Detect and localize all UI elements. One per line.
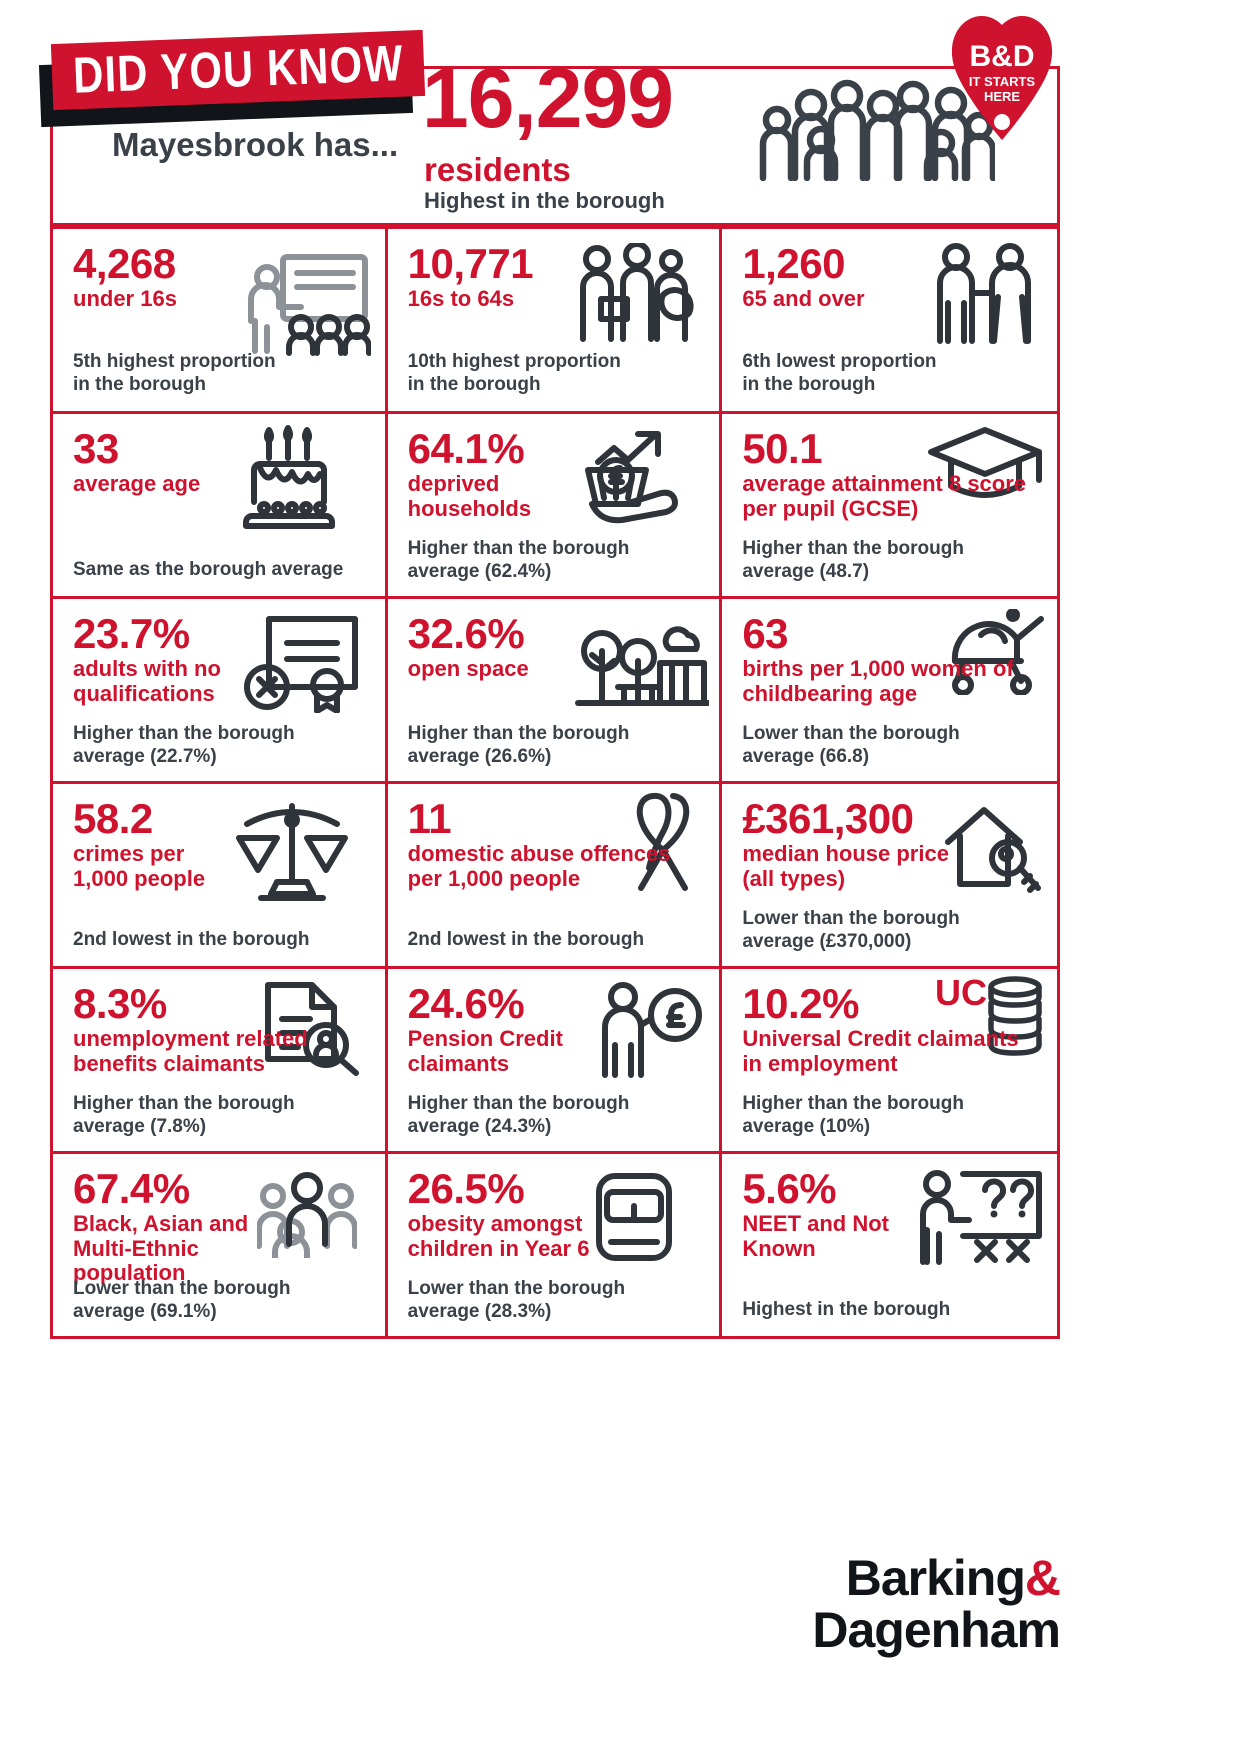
stat-note-line-1: Lower than the borough [742,723,960,745]
stat-card-open-space [388,596,723,781]
stat-note-line-2: average (66.8) [742,746,870,768]
stat-note [73,1278,290,1324]
stat-value: 26.5% [407,1165,525,1212]
stat-note-line-2: average (£370,000) [742,931,912,953]
headline-label: residents [424,151,571,188]
stat-card-births [722,596,1057,781]
stat-note-line-2: average (48.7) [742,561,870,583]
stat-label: Pension Credit claimants [407,1026,563,1076]
stat-note-line-1: Same as the borough average [73,559,344,581]
stat-note-line-2: in the borough [407,374,541,396]
stat-note [742,1299,950,1322]
stat-card-unemployment [53,966,388,1151]
stat-note-line-2: average (26.6%) [407,746,552,768]
stat-card-ethnicity [53,1151,388,1336]
stat-note [742,538,964,584]
stat-note-line-2: in the borough [742,374,876,396]
stat-value: 1,260 [742,240,845,287]
stat-note-line-1: Higher than the borough [407,723,630,745]
stat-note-line-1: Higher than the borough [73,1093,295,1115]
stat-card-domestic-abuse [388,781,723,966]
stat-note [742,1093,964,1139]
stat-note [408,723,630,769]
footer-logo-barking: Barking [845,1550,1025,1606]
stat-value: 5.6% [742,1165,837,1212]
stat-note-line-2: average (28.3%) [407,1301,552,1323]
stat-note-line-1: 2nd lowest in the borough [407,929,645,951]
stat-label: obesity amongst children in Year 6 [407,1211,590,1261]
stat-value: 10,771 [407,240,534,287]
stat-note-line-2: average (24.3%) [407,1116,552,1138]
stat-label: 16s to 64s [407,286,515,311]
stat-value: 33 [73,425,119,472]
stat-value: 11 [407,795,452,842]
stat-card-65-and-over [722,226,1057,411]
stat-note [742,908,959,954]
logo-tagline-1: IT STARTS [968,74,1036,89]
stat-note-line-1: Highest in the borough [742,1299,951,1321]
stat-note-line-2: average (62.4%) [407,561,552,583]
stat-label: average age [73,471,201,496]
stat-note [73,559,343,582]
footer-logo-line-2: Dagenham [812,1602,1060,1658]
stat-note-line-1: Lower than the borough [73,1278,291,1300]
stat-note-line-1: 2nd lowest in the borough [73,929,310,951]
stat-note [73,351,276,397]
statistics-grid [50,226,1060,1339]
stat-value: 4,268 [73,240,176,287]
footer-logo-line-1 [770,1552,1060,1604]
stat-note [73,723,295,769]
stat-note [73,929,309,952]
stat-label: Black, Asian and Multi-Ethnic population [73,1211,249,1286]
stat-label: median house price (all types) [742,841,949,891]
stat-value: £361,300 [742,795,914,842]
logo-dot [994,114,1010,130]
stat-card-no-qualifications [53,596,388,781]
stat-card-under-16s [53,226,388,411]
headline-note: Highest in the borough [424,188,665,213]
stat-note [408,538,630,584]
stat-value: 10.2% [742,980,859,1027]
stat-note-line-1: 10th highest proportion [407,351,621,373]
stat-value: 63 [742,610,789,657]
footer-logo-ampersand: & [1024,1550,1060,1606]
stat-card-neet [722,1151,1057,1336]
logo-brand-text: B&D [969,40,1035,73]
did-you-know-banner-label: DID YOU KNOW [71,34,405,105]
ward-intro-title: Mayesbrook has... [112,126,399,163]
stat-card-crimes [53,781,388,966]
stat-label: Universal Credit claimants in employment [742,1026,1019,1076]
stat-note [742,723,959,769]
stat-note-line-1: 6th lowest proportion [742,351,937,373]
stat-card-attainment [722,411,1057,596]
stat-value: 50.1 [742,425,823,472]
stat-note [408,1093,630,1139]
stat-note [742,351,936,397]
barking-dagenham-logo [770,1552,1060,1656]
header [50,28,1060,226]
stat-label: adults with no qualifications [73,656,221,706]
stat-card-universal-credit [722,966,1057,1151]
stat-card-average-age [53,411,388,596]
stat-card-obesity [388,1151,723,1336]
stat-note-line-1: Higher than the borough [407,538,630,560]
stat-note-line-1: Lower than the borough [742,908,960,930]
stat-card-deprived-households [388,411,723,596]
stat-value: 24.6% [407,980,525,1027]
stat-value: 32.6% [407,610,525,657]
stat-note-line-2: average (10%) [742,1116,871,1138]
stat-value: 58.2 [73,795,153,842]
stat-card-16s-to-64s [388,226,723,411]
stat-label: open space [407,656,529,681]
stat-label: unemployment related benefits claimants [73,1026,308,1076]
stat-note-line-1: Lower than the borough [407,1278,626,1300]
stat-note-line-2: average (22.7%) [73,746,217,768]
stat-value: 23.7% [73,610,190,657]
stat-label: average attainment 8 score per pupil (GCSE) [742,471,1027,521]
stat-label: deprived households [407,471,532,521]
stat-note [408,929,644,952]
stat-label: births per 1,000 women of childbearing age [742,656,1014,706]
svg-text:UC: UC [934,973,987,1013]
stat-card-house-price [722,781,1057,966]
stat-note [408,351,621,397]
stat-label: domestic abuse offences per 1,000 people [407,841,671,891]
headline-value: 16,299 [422,51,673,145]
stat-note-line-2: in the borough [73,374,206,396]
stat-note-line-1: 5th highest proportion [73,351,276,373]
stat-value: 64.1% [407,425,525,472]
stat-note [73,1093,295,1139]
stat-note-line-1: Higher than the borough [742,538,964,560]
stat-note-line-2: average (7.8%) [73,1116,207,1138]
stat-note-line-1: Higher than the borough [407,1093,630,1115]
stat-label: NEET and Not Known [742,1211,889,1261]
stat-note-line-2: average (69.1%) [73,1301,217,1323]
stat-value: 67.4% [73,1165,190,1212]
stat-value: 8.3% [73,980,167,1027]
stat-note-line-1: Higher than the borough [742,1093,964,1115]
stat-note-line-1: Higher than the borough [73,723,295,745]
stat-label: 65 and over [742,286,865,311]
stat-card-pension-credit [388,966,723,1151]
stat-label: under 16s [73,286,177,311]
bd-logo [948,10,1056,142]
stat-label: crimes per 1,000 people [73,841,206,891]
stat-note [408,1278,625,1324]
logo-tagline-2: HERE [983,89,1021,104]
